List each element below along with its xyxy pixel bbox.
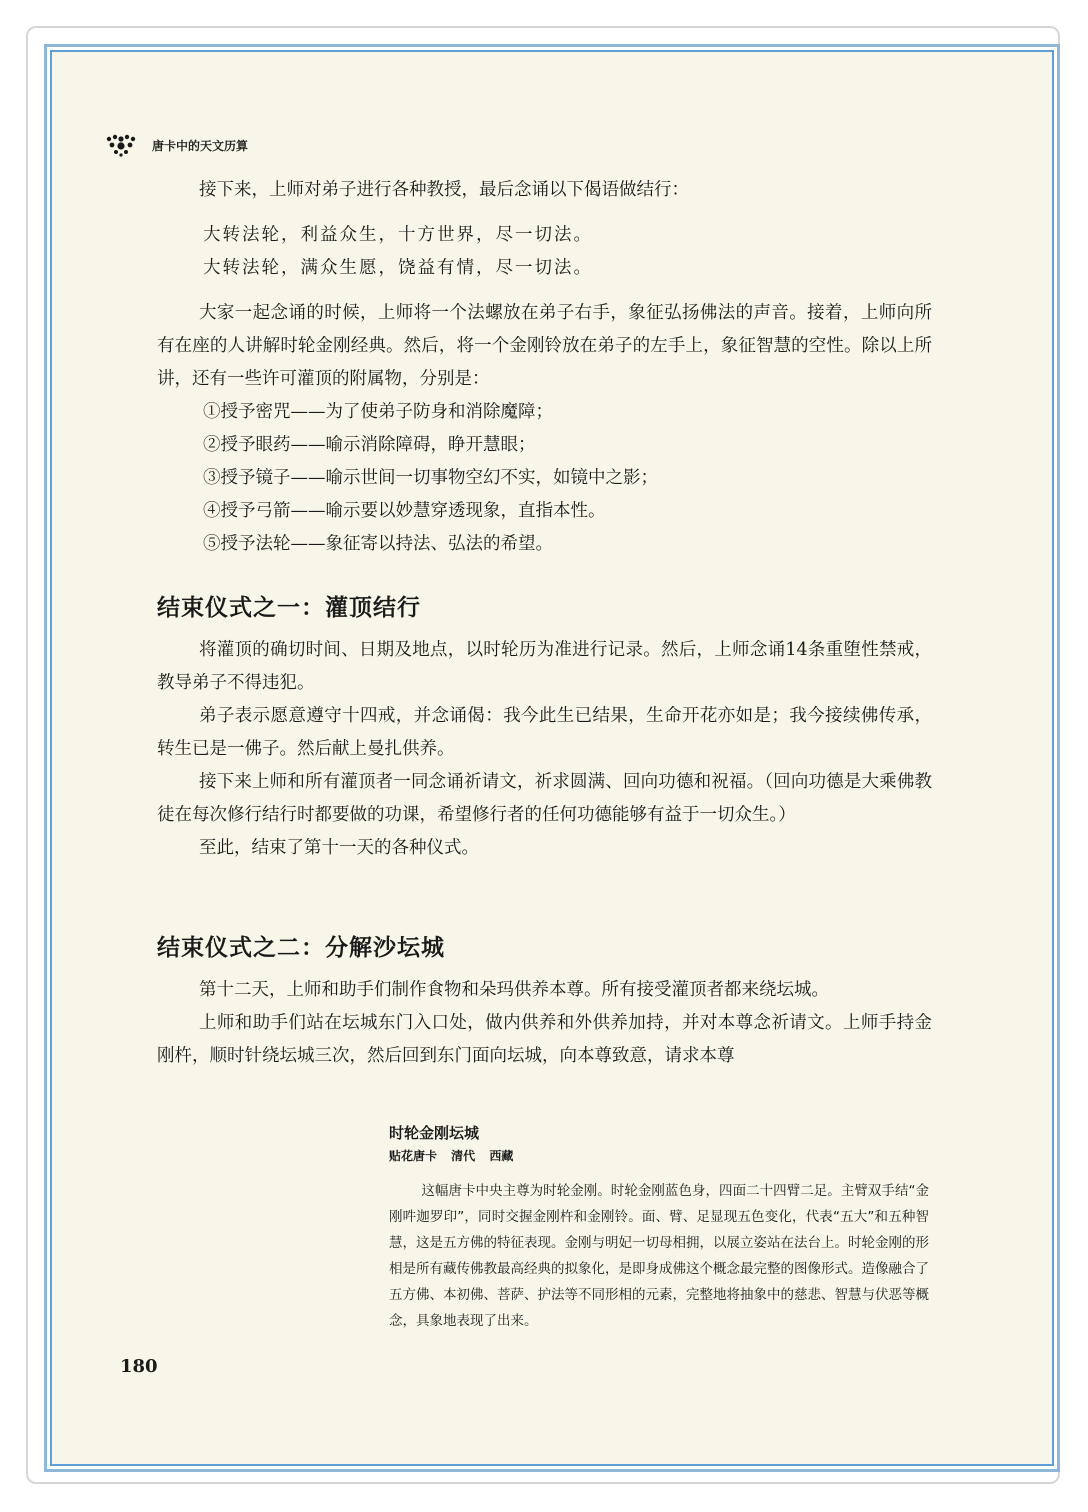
caption-body: 这幅唐卡中央主尊为时轮金刚。时轮金刚蓝色身，四面二十四臂二足。主臂双手结“金刚吽迦罗印”，同时交握金刚杵和金刚铃。面、臂、足显现五色变化，代表“五大”和五种智慧，这是五方佛的特征表现。金刚与明妃一切母相拥，以展立姿站在法台上。时轮金刚的形相是所有藏传佛教最高经典的拟象化，是即身成佛这个概念最完整的图像形式。造像融合了五方佛、本初佛、菩萨、护法等不同形相的元素，完整地将抽象中的慈悲、智慧与伏恶等概念，具象地表现了出来。 (389, 1183, 929, 1329)
intro-paragraph: 大家一起念诵的时候，上师将一个法螺放在弟子右手，象征弘扬佛法的声音。接着，上师向所有在座的人讲解时轮金刚经典。然后，将一个金刚铃放在弟子的左手上，象征智慧的空性。除以上所讲，还有一些许可灌顶的附属物，分别是： (157, 303, 932, 389)
running-header-title: 唐卡中的天文历算 (152, 138, 249, 153)
intro-lead: 接下来，上师对弟子进行各种教授，最后念诵以下偈语做结行： (199, 180, 689, 200)
section-1-paragraph: 将灌顶的确切时间、日期及地点，以时轮历为准进行记录。然后，上师念诵14条重堕性禁戒，教导弟子不得违犯。 (157, 640, 932, 693)
section-1 (157, 589, 932, 865)
section-1-paragraph: 弟子表示愿意遵守十四戒，并念诵偈：我今此生已结果，生命开花亦如是；我今接续佛传承，转生已是一佛子。然后献上曼扎供养。 (157, 706, 932, 759)
ornament-icon (104, 133, 138, 157)
section-2-paragraph: 第十二天，上师和助手们制作食物和朵玛供养本尊。所有接受灌顶者都来绕坛城。 (199, 980, 829, 1000)
caption-subtitle: 贴花唐卡 清代 西藏 (389, 1149, 514, 1163)
list-item: ①授予密咒——为了使弟子防身和消除魔障； (203, 402, 553, 422)
verse-line-1: 大转法轮，利益众生，十方世界，尽一切法。 (203, 225, 593, 245)
figure-caption (389, 1122, 929, 1334)
section-1-paragraph: 至此，结束了第十一天的各种仪式。 (199, 838, 479, 858)
list-item: ②授予眼药——喻示消除障碍，睁开慧眼； (203, 435, 536, 455)
section-2 (157, 929, 932, 1073)
running-header (104, 132, 248, 158)
section-1-heading: 结束仪式之一：灌顶结行 (157, 595, 421, 621)
list-item: ④授予弓箭——喻示要以妙慧穿透现象，直指本性。 (203, 501, 606, 521)
section-2-heading: 结束仪式之二：分解沙坛城 (157, 935, 445, 961)
caption-title: 时轮金刚坛城 (389, 1124, 480, 1142)
section-1-paragraph: 接下来上师和所有灌顶者一同念诵祈请文，祈求圆满、回向功德和祝福。（回向功德是大乘佛教徒在每次修行结行时都要做的功课，希望修行者的任何功德能够有益于一切众生。） (157, 772, 932, 825)
list-item: ⑤授予法轮——象征寄以持法、弘法的希望。 (203, 534, 553, 554)
verse-line-2: 大转法轮，满众生愿，饶益有情，尽一切法。 (203, 258, 593, 278)
list-item: ③授予镜子——喻示世间一切事物空幻不实，如镜中之影； (203, 468, 658, 488)
page-number: 180 (120, 1356, 158, 1377)
section-2-paragraph: 上师和助手们站在坛城东门入口处，做内供养和外供养加持，并对本尊念祈请文。上师手持金刚杵，顺时针绕坛城三次，然后回到东门面向坛城，向本尊致意，请求本尊 (157, 1013, 932, 1066)
intro-block (157, 174, 932, 561)
